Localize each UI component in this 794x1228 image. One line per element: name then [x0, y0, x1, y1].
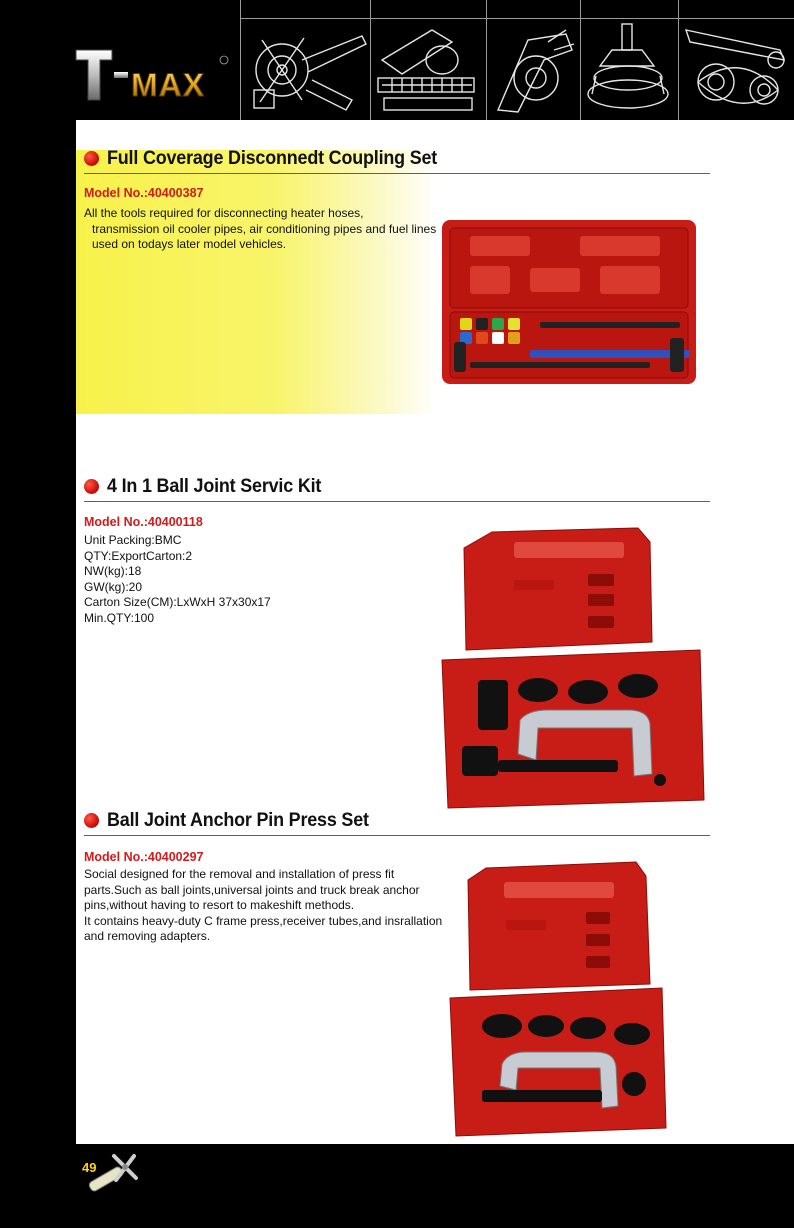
page-number: 49 [82, 1160, 97, 1175]
header-rule [240, 18, 794, 19]
desc-line: Social designed for the removal and installation of press fit [84, 867, 395, 881]
section2-heading [84, 473, 340, 499]
belt-tool-illustration [680, 20, 794, 118]
desc-line: transmission oil cooler pipes, air conditioning pipes and fuel lines [92, 221, 437, 236]
section2-model: Model No.:40400118 [84, 515, 203, 529]
red-bullet-icon [84, 151, 99, 166]
section1-description [84, 206, 436, 253]
desc-line: GW(kg):20 [84, 579, 143, 594]
desc-line: NW(kg):18 [84, 564, 142, 579]
catalog-content [76, 120, 794, 1144]
section2-rule [84, 501, 710, 502]
section2-title: 4 In 1 Ball Joint Servic Kit [107, 474, 322, 497]
section3-description [84, 867, 442, 945]
desc-line: used on todays later model vehicles. [92, 237, 287, 252]
desc-line: Min.QTY:100 [84, 610, 155, 625]
red-bullet-icon [84, 479, 99, 494]
section2-description [84, 533, 271, 627]
desc-line: All the tools required for disconnecting heater hoses, [84, 206, 364, 220]
section1-title: Full Coverage Disconnedt Coupling Set [107, 146, 438, 169]
tmax-logo [74, 46, 234, 104]
coupling-set-photo [440, 218, 700, 388]
section1-model: Model No.:40400387 [84, 186, 204, 200]
bearing-illustration [582, 20, 676, 118]
desc-line: Unit Packing:BMC [84, 533, 182, 547]
desc-line: parts.Such as ball joints,universal joints and truck break anchor [84, 882, 420, 897]
section1-heading [84, 145, 466, 171]
section3-model: Model No.:40400297 [84, 850, 204, 864]
desc-line: It contains heavy-duty C frame press,receiver tubes,and insrallation [84, 913, 443, 928]
section3-title: Ball Joint Anchor Pin Press Set [107, 808, 369, 831]
page-header [0, 0, 794, 120]
section3-rule [84, 835, 710, 836]
section3-heading [84, 807, 392, 833]
desc-line: pins,without having to resort to makeshift methods. [84, 898, 355, 913]
toolkit-illustration [372, 20, 484, 118]
anchor-pin-press-photo [446, 858, 670, 1144]
desc-line: and removing adapters. [84, 929, 211, 944]
cutter-illustration [488, 20, 578, 118]
svg-text:MAX: MAX [131, 67, 206, 103]
section1-rule [84, 173, 710, 174]
desc-line: Carton Size(CM):LxWxH 37x30x17 [84, 595, 271, 610]
red-bullet-icon [84, 813, 99, 828]
puller-illustration [242, 20, 368, 118]
left-black-margin [0, 0, 76, 1228]
ball-joint-kit-photo [438, 524, 706, 814]
desc-line: QTY:ExportCarton:2 [84, 548, 193, 563]
